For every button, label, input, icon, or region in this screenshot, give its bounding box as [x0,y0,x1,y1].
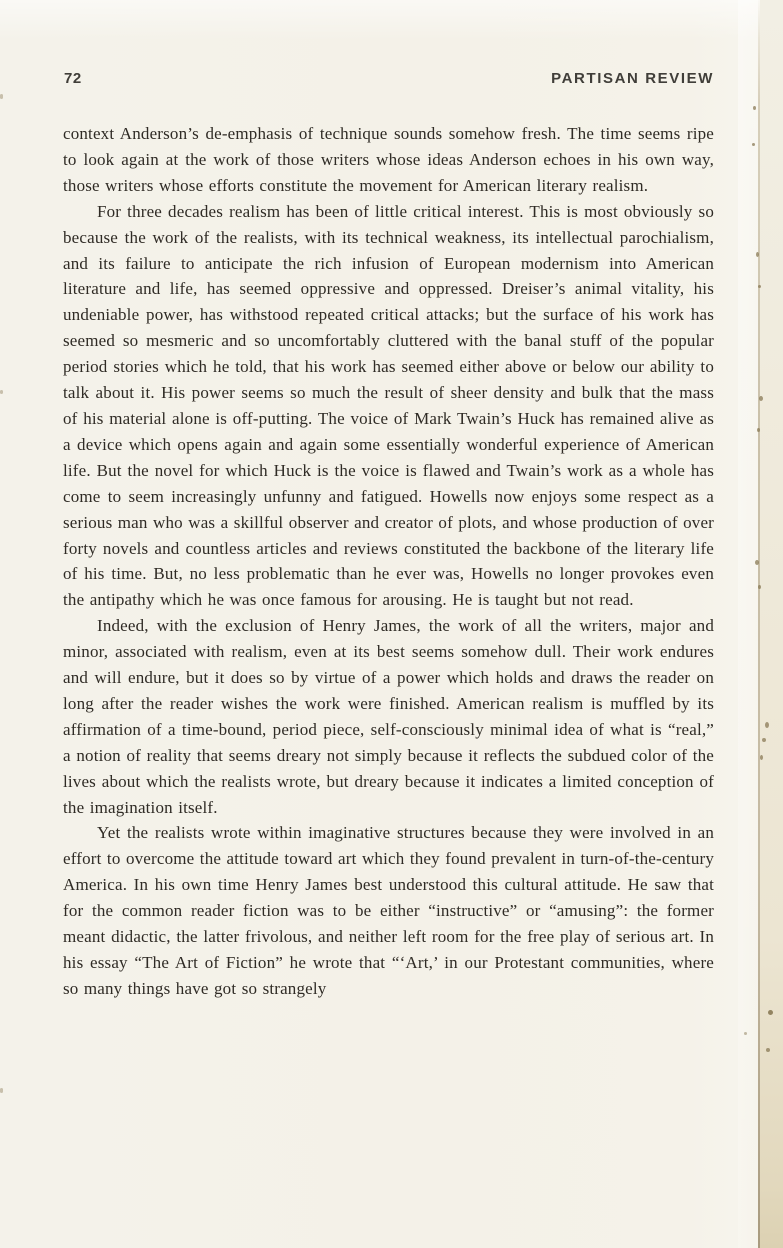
body-paragraph: Indeed, with the exclusion of Henry James, the work of all the writers, major and minor, associated with realism, even at its best seems somehow dull. Their work endures and will endure, but it does so by virtue of a power which holds and draws the reader on long after the reader wishes the work were finished. American realism is muffled by its affirmation of a time-bound, period piece, self-consciously minimal idea of what is “real,” a notion of reality that seems dreary not simply because it reflects the subdued color of the lives about which the realists wrote, but dreary because it indicates a limited conception of the imagination itself. [63,616,714,817]
scan-speck [766,1048,770,1052]
body-paragraph: Yet the realists wrote within imaginative structures because they were involved in an effort to overcome the attitude toward art which they found prevalent in turn-of-the-century America. In his own time Henry James best understood this cultural attitude. He saw that for the common reader fiction was to be either “instructive” or “amusing”: the former meant didactic, the latter frivolous, and neither left room for the free play of serious art. In his essay “The Art of Fiction” he wrote that “‘Art,’ in our Protestant communities, where so many things have got so strangely [63,823,714,998]
body-paragraph: context Anderson’s de-emphasis of technique sounds somehow fresh. The time seems ripe to look again at the work of those writers whose ideas Anderson echoes in his own way, those writers whose efforts constitute the movement for American literary realism. [63,124,714,195]
page-number: 72 [64,70,82,87]
scan-speck [0,94,3,99]
page-edge-highlight [738,0,758,1248]
scan-speck [760,755,763,760]
scan-speck [757,428,760,432]
scan-speck [0,1088,3,1093]
page-header [64,70,714,87]
essay-text-block [63,121,714,1002]
scan-speck [744,1032,747,1035]
page-edge-crease [758,0,760,1248]
scan-speck [753,106,756,110]
scan-speck [755,560,759,565]
scan-speck [768,1010,773,1015]
scan-speck [758,585,761,589]
scan-speck [765,722,769,728]
page-edge-shadow [760,0,783,1248]
scan-speck [0,390,3,394]
scan-speck [756,252,759,257]
scan-speck [759,396,763,401]
scan-speck [758,285,761,288]
scan-speck [752,143,755,146]
journal-title: PARTISAN REVIEW [551,70,714,87]
body-paragraph: For three decades realism has been of little critical interest. This is most obviously so because the work of the realists, with its technical weakness, its intellectual parochialism, and its failure to anticipate the rich infusion of European modernism into American literature and life, has seemed oppressive and oppressed. Dreiser’s animal vitality, his undeniable power, has withstood repeated critical attacks; but the surface of his work has seemed so mesmeric and so uncomfortably cluttered with the banal stuff of the popular period stories which he told, that his work has seemed either above or below our ability to talk about it. His power seems so much the result of sheer density and bulk that the mass of his material alone is off-putting. The voice of Mark Twain’s Huck has remained alive as a device which opens again and again some essentially wonderful experience of American life. But the novel for which Huck is the voice is flawed and Twain’s work as a whole has come to seem increasingly unfunny and fatigued. Howells now enjoys some respect as a serious man who was a skillful observer and creator of plots, and whose production of over forty novels and countless articles and reviews constituted the backbone of the literary life of his time. But, no less problematic than he ever was, Howells no longer provokes even the antipathy which he was once famous for arousing. He is taught but not read. [63,201,714,610]
scan-speck [762,738,766,742]
